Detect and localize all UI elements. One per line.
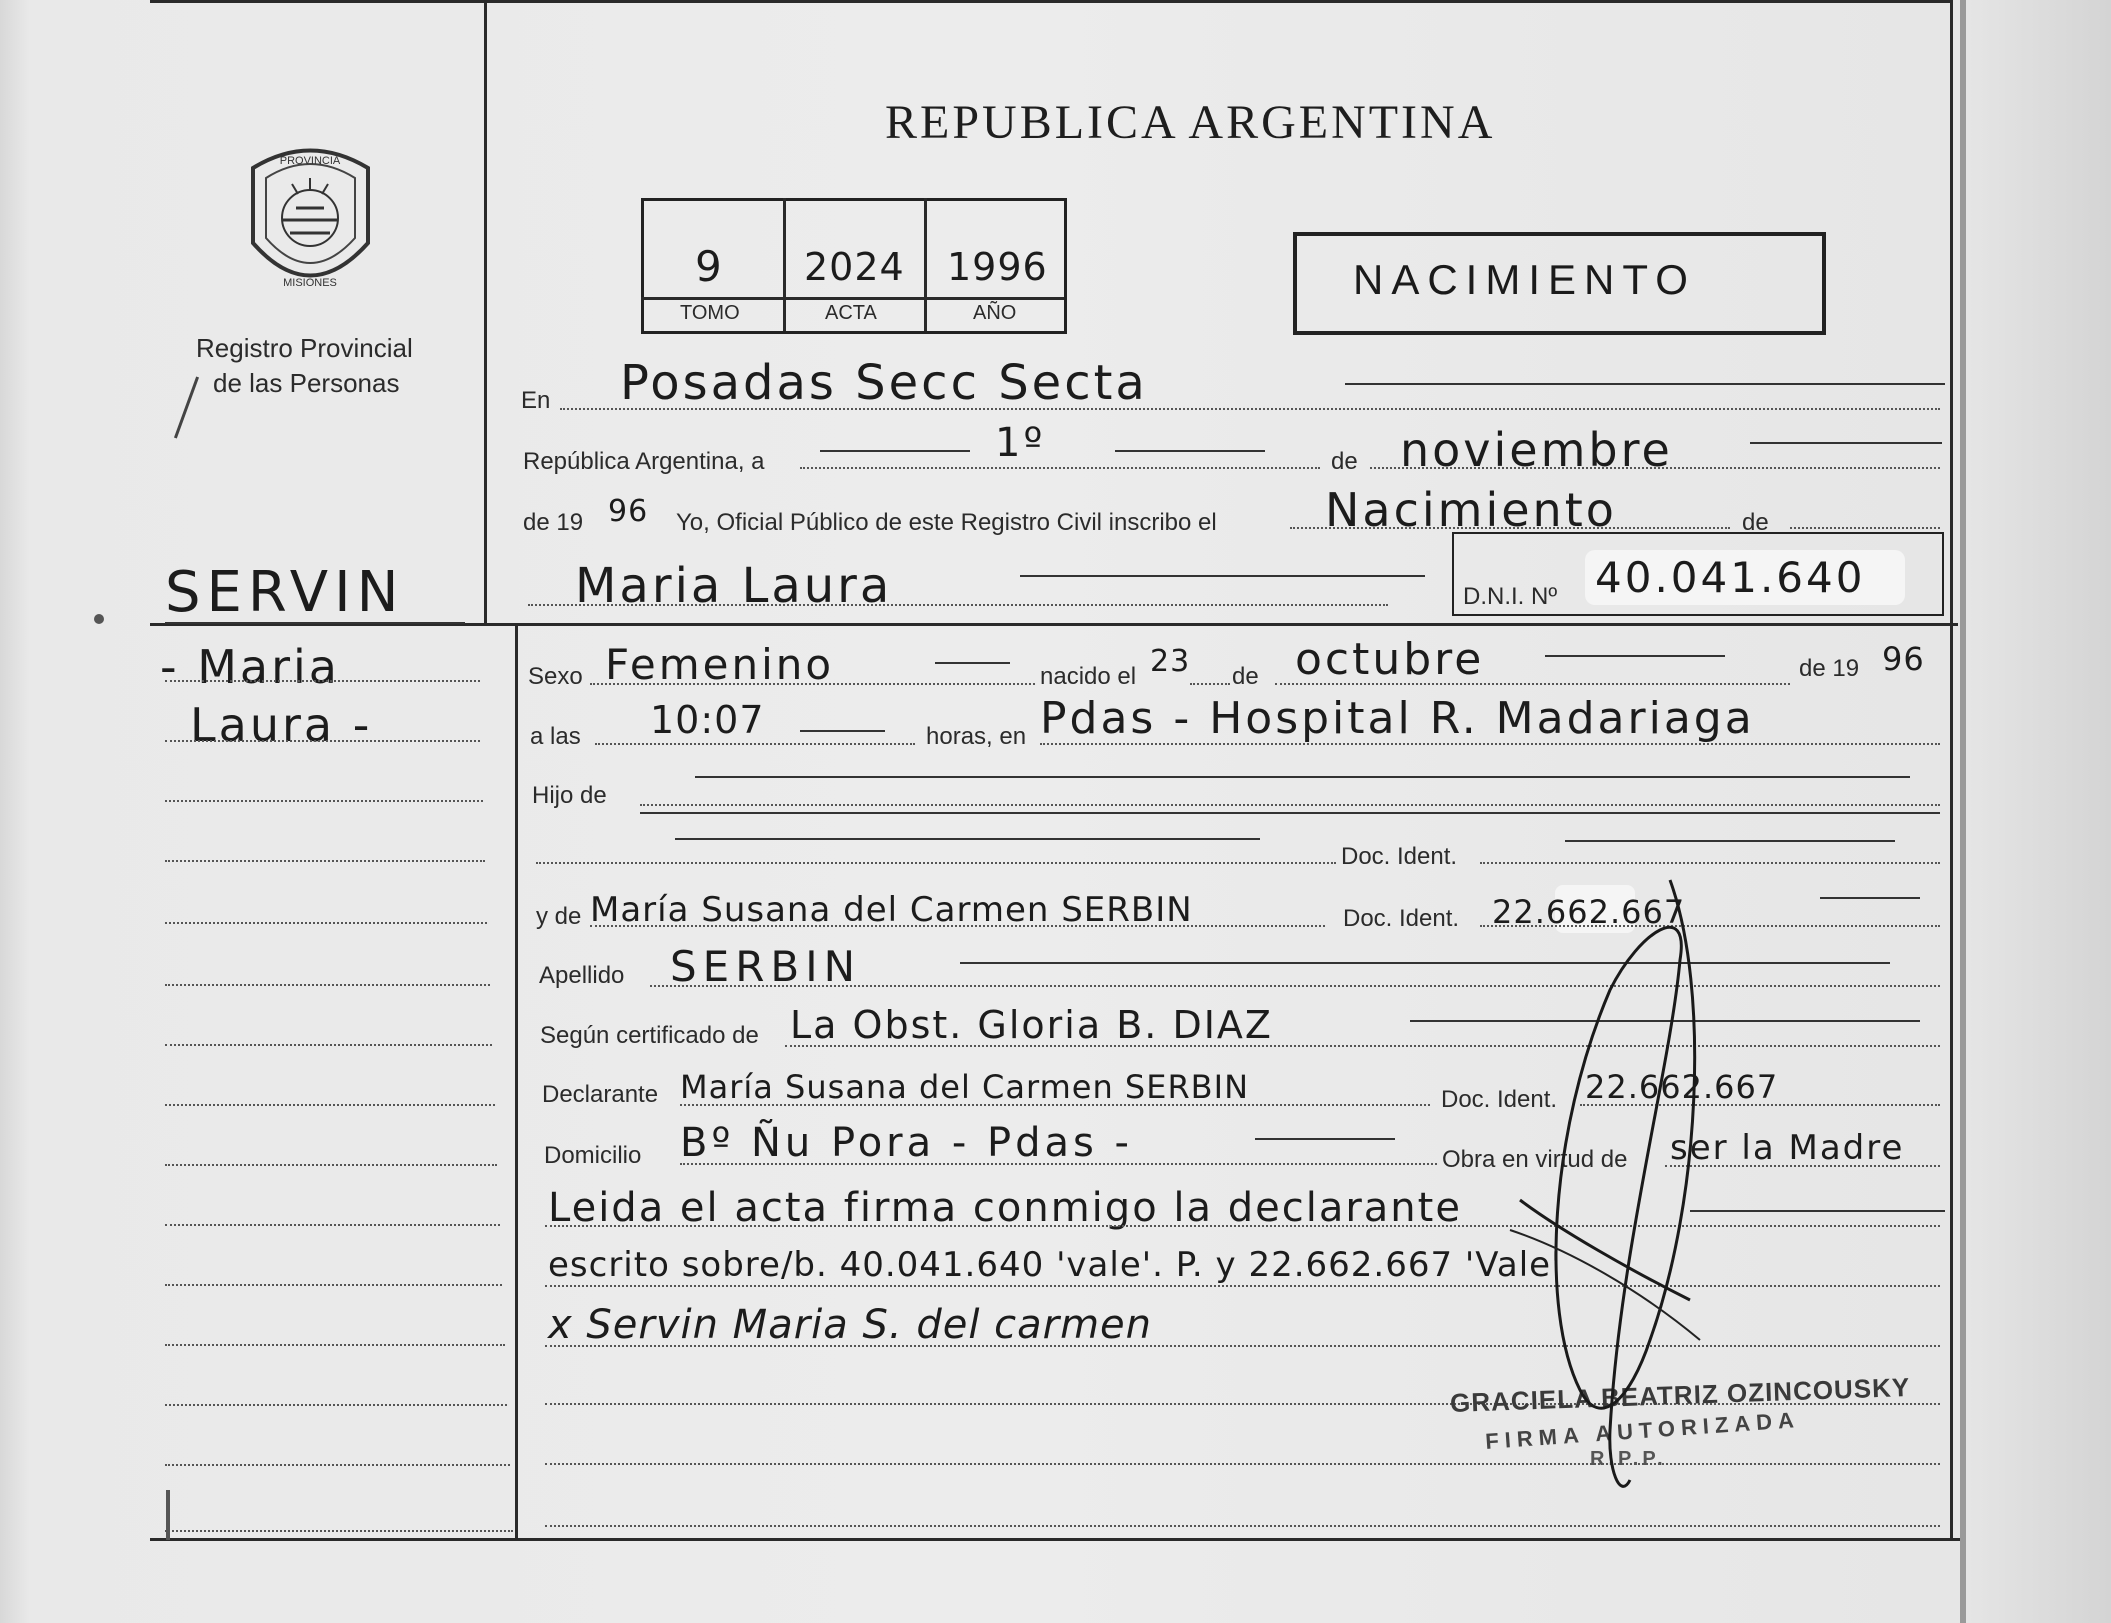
hora-label: a las <box>530 723 581 750</box>
declarante-label: Declarante <box>542 1081 659 1108</box>
child-name: Maria Laura <box>575 558 893 614</box>
top-border <box>150 0 1950 3</box>
dni-value: 40.041.640 <box>1595 553 1866 602</box>
official-signature <box>1480 870 1720 1510</box>
right-border <box>1950 0 1953 1540</box>
anio-de-label: de <box>1742 509 1769 536</box>
padre-doc-label: Doc. Ident. <box>1341 843 1458 870</box>
hijo-de-rule-2 <box>640 812 1940 814</box>
sexo-label: Sexo <box>528 663 583 690</box>
sexo-fill-rule <box>935 662 1010 664</box>
madre-label: y de <box>536 903 582 930</box>
registry-box-divider-2 <box>924 198 927 331</box>
fecha-fill-rule-2 <box>1115 450 1265 452</box>
note-line-2: escrito sobre/b. 40.041.640 'vale'. P. y 22.662.667 'Vale' <box>548 1245 1562 1285</box>
anio-value-hw: 96 <box>608 494 649 529</box>
apellido-value: SERBIN <box>670 942 861 991</box>
pen-mark <box>174 376 199 438</box>
nacido-label: nacido el <box>1040 663 1137 690</box>
obra-label: Obra en virtud de <box>1442 1146 1628 1173</box>
svg-text:MISIONES: MISIONES <box>283 277 337 289</box>
domicilio-value: Bº Ñu Pora - Pdas - <box>680 1120 1133 1166</box>
nombre-fill-rule <box>1020 575 1425 577</box>
note-line-3: x Servin Maria S. del carmen <box>548 1302 1153 1348</box>
hijo-de-label: Hijo de <box>532 782 607 809</box>
declarante-line <box>680 1104 1430 1106</box>
hijo-de-line <box>640 804 1940 806</box>
declarante-doc: 22.662.667 <box>1585 1068 1779 1106</box>
nacido-month: octubre <box>1295 634 1485 685</box>
domicilio-fill-rule <box>1255 1138 1395 1140</box>
note-rule-1 <box>545 1225 1940 1227</box>
anio-label: AÑO <box>973 302 1017 324</box>
padre-line <box>536 862 1336 864</box>
fecha-fill-rule-3 <box>1750 442 1942 444</box>
tomo-value: 9 <box>695 242 725 291</box>
page-title: REPUBLICA ARGENTINA <box>885 96 1496 149</box>
margin-surname-rule <box>165 622 465 624</box>
acto-value: Nacimiento <box>1325 483 1617 537</box>
note-rule-5 <box>545 1463 1940 1465</box>
bottom-border <box>150 1538 1965 1541</box>
margin-divider-lower <box>515 625 518 1540</box>
declarante-value: María Susana del Carmen SERBIN <box>680 1068 1249 1106</box>
acta-label: ACTA <box>825 302 877 324</box>
domicilio-line <box>680 1163 1437 1165</box>
padre-rule <box>675 838 1260 840</box>
acta-value: 2024 <box>804 245 905 289</box>
padre-doc-rule <box>1565 840 1895 842</box>
registry-office-line1: Registro Provincial <box>196 333 413 363</box>
madre-doc: 22.662.667 <box>1492 893 1686 931</box>
note-rule-2 <box>545 1285 1940 1287</box>
apellido-fill-rule <box>960 962 1890 964</box>
margin-name-1: - Maria <box>160 640 340 694</box>
padre-doc-line <box>1480 862 1940 864</box>
domicilio-label: Domicilio <box>544 1142 642 1169</box>
certificado-value: La Obst. Gloria B. DIAZ <box>790 1003 1273 1047</box>
certificado-label: Según certificado de <box>540 1022 759 1049</box>
note-rule-3 <box>545 1345 1940 1347</box>
lugar-value: Pdas - Hospital R. Madariaga <box>1040 693 1755 744</box>
nacido-year: 96 <box>1882 640 1925 678</box>
madre-doc-label: Doc. Ident. <box>1343 905 1460 932</box>
margin-surname: SERVIN <box>165 560 405 625</box>
dni-label: D.N.I. Nº <box>1463 583 1558 610</box>
anio-value: 1996 <box>947 245 1048 289</box>
registry-office-line2: de las Personas <box>213 368 400 398</box>
certificate-type: NACIMIENTO <box>1353 256 1696 303</box>
margin-name-2: Laura - <box>190 698 373 752</box>
registry-box-divider-1 <box>783 198 786 331</box>
en-value: Posadas Secc Secta <box>620 355 1148 411</box>
svg-text:PROVINCIA: PROVINCIA <box>279 155 341 167</box>
fecha-day-line <box>800 467 1320 469</box>
hora-line <box>595 743 915 745</box>
madre-doc-rule <box>1820 897 1920 899</box>
tomo-label: TOMO <box>680 302 740 324</box>
nacido-fill-rule <box>1545 655 1725 657</box>
registry-box-label-rule <box>641 297 1064 300</box>
declarante-doc-label: Doc. Ident. <box>1441 1086 1558 1113</box>
anio-prefix: de 19 <box>523 509 584 536</box>
madre-value: María Susana del Carmen SERBIN <box>590 890 1193 930</box>
hijo-de-rule-1 <box>695 776 1910 778</box>
en-label: En <box>521 387 551 414</box>
margin-dot <box>94 614 104 624</box>
horas-en-label: horas, en <box>926 723 1027 750</box>
note-1-fill-rule <box>1690 1210 1945 1212</box>
note-line-1: Leida el acta firma conmigo la declarante <box>548 1185 1462 1231</box>
margin-tick <box>166 1490 170 1540</box>
fecha-day: 1º <box>995 420 1046 466</box>
provincial-seal-logo <box>238 138 383 308</box>
apellido-label: Apellido <box>539 962 625 989</box>
fecha-fill-rule-1 <box>820 450 970 452</box>
apellido-line <box>650 985 1940 987</box>
anio-text: Yo, Oficial Público de este Registro Civil inscribo el <box>676 509 1217 536</box>
fecha-label: República Argentina, a <box>523 448 765 475</box>
certificado-line <box>785 1045 1940 1047</box>
hora-fill-rule <box>800 730 885 732</box>
margin-divider <box>484 0 487 625</box>
page-edge <box>1960 0 1966 1623</box>
obra-value: ser la Madre <box>1670 1128 1905 1168</box>
anio-tail-line <box>1790 527 1940 529</box>
fecha-month: noviembre <box>1400 423 1673 477</box>
nacido-de-label: de <box>1232 663 1259 690</box>
note-rule-6 <box>545 1525 1940 1527</box>
stamp-role: FIRMA AUTORIZADA <box>1484 1407 1801 1454</box>
madre-line <box>590 925 1325 927</box>
nacido-year-prefix: de 19 <box>1799 655 1860 682</box>
nacido-day: 23 <box>1150 644 1191 679</box>
en-fill-rule <box>1345 383 1945 385</box>
stamp-name: GRACIELA BEATRIZ OZINCOUSKY <box>1449 1371 1911 1419</box>
sexo-value: Femenino <box>605 640 835 689</box>
fecha-de-label: de <box>1331 448 1358 475</box>
stamp-initials: R.P.P. <box>1590 1448 1667 1470</box>
hora-value: 10:07 <box>650 698 765 742</box>
nacido-day-line <box>1190 683 1230 685</box>
